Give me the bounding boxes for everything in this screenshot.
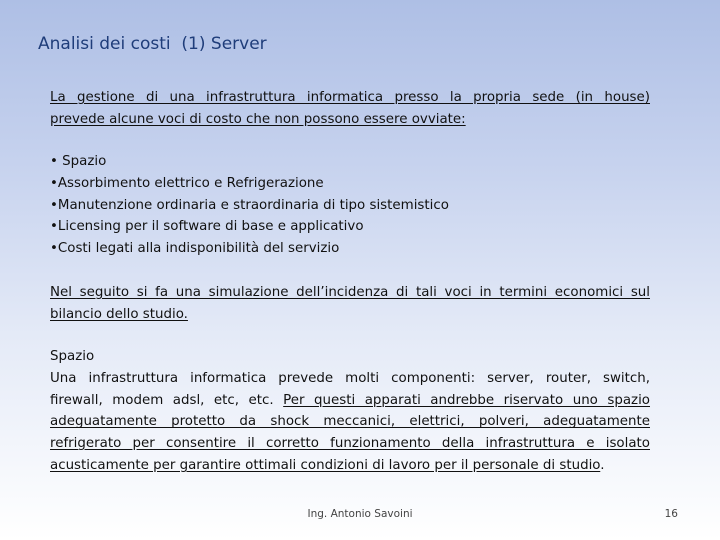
section-line-2-underlined: Per questi apparati andrebbe riservato uno spazio [283, 392, 650, 408]
intro-line-1: La gestione di una infrastruttura informatica presso la propria sede (in house) [50, 90, 650, 105]
intro-paragraph [50, 87, 650, 131]
footer-author: Ing. Antonio Savoini [307, 508, 413, 520]
space-section [50, 346, 650, 477]
section-line-4: refrigerato per consentire il corretto funzionamento della infrastruttura e isolato [50, 436, 650, 452]
section-line-1: Una infrastruttura informatica prevede molti componenti: server, router, switch, [50, 370, 650, 386]
section-line-3: adeguatamente protetto da shock meccanici, elettrici, polveri, adeguatamente [50, 414, 650, 430]
slide-title: Analisi dei costi (1) Server [38, 34, 267, 54]
list-item: •Manutenzione ordinaria e straordinaria di tipo sistemistico [50, 197, 449, 213]
section-line-5-underlined: acusticamente per garantire ottimali condizioni di lavoro per il personale di studio [50, 457, 601, 473]
simulation-line-1: Nel seguito si fa una simulazione dell’incidenza di tali voci in termini economici sul [50, 285, 650, 300]
list-item: • Spazio [50, 154, 107, 169]
section-heading: Spazio [50, 349, 95, 364]
cost-items-list [50, 151, 650, 260]
simulation-line-2: bilancio dello studio. [50, 306, 188, 322]
section-line-5 [50, 455, 650, 477]
intro-line-2: prevede alcune voci di costo che non possono essere ovviate: [50, 111, 466, 127]
simulation-paragraph [50, 282, 650, 326]
section-line-2 [50, 390, 650, 412]
list-item: •Costi legati alla indisponibilità del servizio [50, 241, 340, 257]
page-number: 16 [664, 508, 678, 520]
section-line-5-end: . [600, 457, 605, 473]
section-line-2-plain: firewall, modem adsl, etc, etc. [50, 392, 284, 408]
list-item: •Assorbimento elettrico e Refrigerazione [50, 175, 324, 191]
list-item: •Licensing per il software di base e applicativo [50, 219, 364, 235]
